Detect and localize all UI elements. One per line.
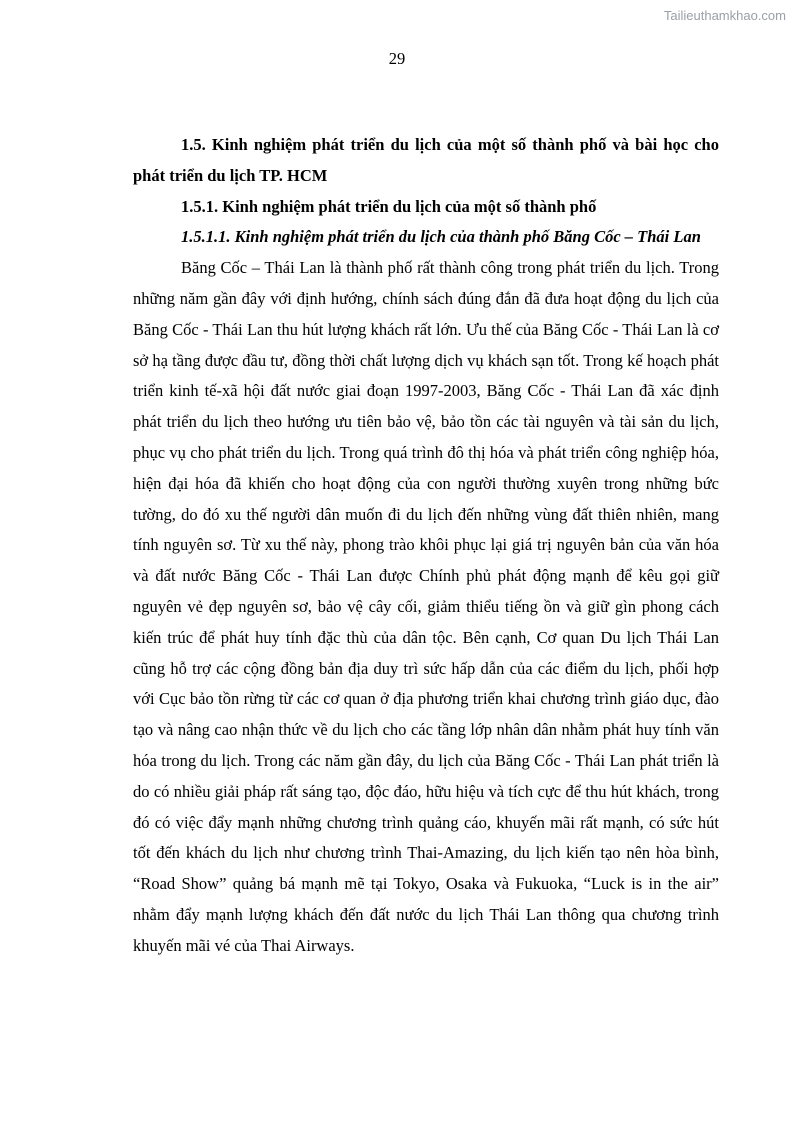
- watermark-text: Tailieuthamkhao.com: [663, 8, 786, 23]
- document-body: [133, 130, 719, 962]
- section-heading: 1.5. Kinh nghiệm phát triển du lịch của một số thành phố và bài học cho phát triển du lịch TP. HCM: [133, 135, 719, 185]
- subsection-heading: 1.5.1. Kinh nghiệm phát triển du lịch của một số thành phố: [181, 196, 597, 216]
- body-paragraph: Băng Cốc – Thái Lan là thành phố rất thành công trong phát triển du lịch. Trong những năm gần đây với định hướng, chính sách đúng đắn đã đưa hoạt động du lịch của Băng Cốc - Thái Lan thu hút lượng khách rất lớn. Ưu thế của Băng Cốc - Thái Lan là cơ sở hạ tầng được đầu tư, đồng thời chất lượng dịch vụ khách sạn tốt. Trong kế hoạch phát triển kinh tế-xã hội đất nước giai đoạn 1997-2003, Băng Cốc - Thái Lan đã xác định phát triển du lịch theo hướng ưu tiên bảo vệ, bảo tồn các tài nguyên và tài sản du lịch, phục vụ cho phát triển du lịch. Trong quá trình đô thị hóa và phát triển công nghiệp hóa, hiện đại hóa đã khiến cho hoạt động của con người thường xuyên trong những bức tường, do đó xu thế người dân muốn đi du lịch đến những vùng đất thiên nhiên, mang tính nguyên sơ. Từ xu thế này, phong trào khôi phục lại giá trị nguyên bản của văn hóa và đất nước Băng Cốc - Thái Lan được Chính phủ phát động mạnh để kêu gọi giữ nguyên vẻ đẹp nguyên sơ, bảo vệ cây cối, giảm thiểu tiếng ồn và giữ gìn phong cách kiến trúc để phát huy tính đặc thù của dân tộc. Bên cạnh, Cơ quan Du lịch Thái Lan cũng hỗ trợ các cộng đồng bản địa duy trì sức hấp dẫn của các điểm du lịch, phối hợp với Cục bảo tồn rừng từ các cơ quan ở địa phương triển khai chương trình giáo dục, đào tạo và nâng cao nhận thức về du lịch cho các tầng lớp nhân dân nhằm phát huy tính văn hóa trong du lịch. Trong các năm gần đây, du lịch của Băng Cốc - Thái Lan phát triển là do có nhiều giải pháp rất sáng tạo, độc đáo, hữu hiệu và tích cực để thu hút khách, trong đó có việc đẩy mạnh những chương trình quảng cáo, khuyến mãi rất mạnh, có sức hút tốt đến khách du lịch như chương trình Thai-Amazing, du lịch kiến tạo nên hòa bình, “Road Show” quảng bá mạnh mẽ tại Tokyo, Osaka và Fukuoka, “Luck is in the air” nhằm đẩy mạnh lượng khách đến đất nước du lịch Thái Lan thông qua chương trình khuyến mãi vé của Thai Airways.: [133, 258, 719, 955]
- subsubsection-heading: 1.5.1.1. Kinh nghiệm phát triển du lịch của thành phố Băng Cốc – Thái Lan: [181, 227, 701, 247]
- page-number: 29: [388, 49, 406, 68]
